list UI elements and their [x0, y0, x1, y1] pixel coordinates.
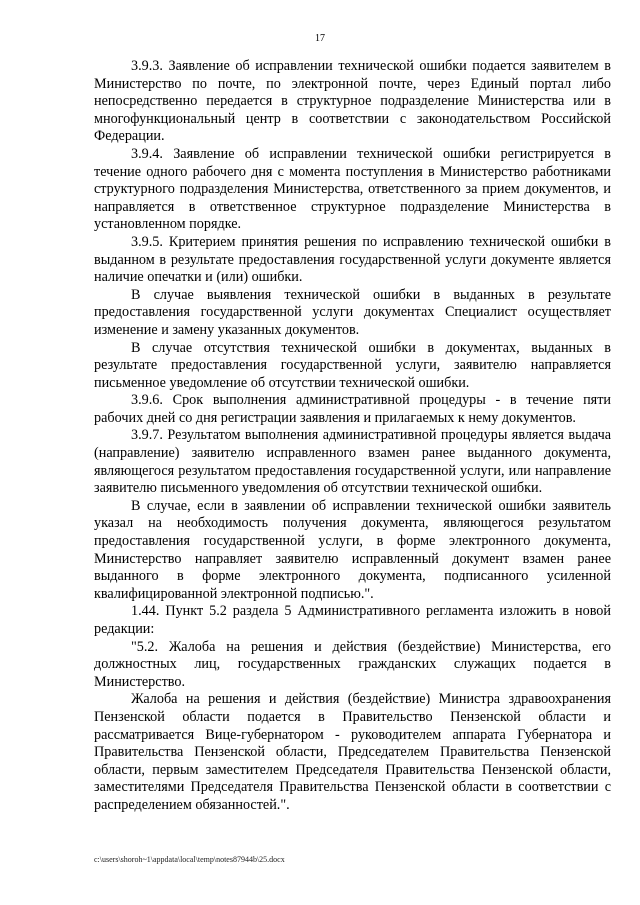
paragraph-1-44: 1.44. Пункт 5.2 раздела 5 Административного регламента изложить в новой редакции: — [94, 603, 611, 637]
page-number: 17 — [315, 33, 325, 44]
paragraph-no-error: В случае отсутствия технической ошибки в документах, выданных в результате предоставления государственной услуги, заявителю направляется письменное уведомление об отсутствии технической ошибки. — [94, 339, 611, 391]
paragraph-complaint-minister: Жалоба на решения и действия (бездействие) Министра здравоохранения Пензенской области подается в Правительство Пензенской области и рассматривается Вице-губернатором - руководителем аппарата Губернатора и Правительства Пензенской области, Председателем Правительства Пензенской области, первым заместителем Председателя Правительства Пензенской области, заместителями Председателя Правительства Пензенской области в соответствии с распределением обязанностей.". — [94, 691, 611, 813]
footer-file-path: c:\users\shoroh~1\appdata\local\temp\notes87944b\25.docx — [94, 855, 285, 864]
document-body — [94, 58, 611, 815]
paragraph-3-9-5: 3.9.5. Критерием принятия решения по исправлению технической ошибки в выданном в результате предоставления государственной услуги документе является наличие опечатки и (или) ошибки. — [94, 233, 611, 286]
paragraph-3-9-7: 3.9.7. Результатом выполнения административной процедуры является выдача (направление) заявителю исправленного взамен ранее выданного документа, являющегося результатом предоставления государственной услуги, или направление заявителю письменного уведомления об отсутствии технической ошибки. — [94, 427, 611, 497]
paragraph-electronic-document: В случае, если в заявлении об исправлении технической ошибки заявитель указал на необходимость получения документа, являющегося результатом предоставления государственной услуги, в форме электронного документа, Министерство направляет заявителю исправленный документ взамен ранее выданного в форме электронного документа, подписанного усиленной квалифицированной электронной подписью.". — [94, 497, 611, 602]
paragraph-5-2: "5.2. Жалоба на решения и действия (бездействие) Министерства, его должностных лиц, государственных гражданских служащих подается в Министерство. — [94, 638, 611, 690]
paragraph-3-9-3: 3.9.3. Заявление об исправлении технической ошибки подается заявителем в Министерство по почте, по электронной почте, через Единый портал либо непосредственно передается в структурное подразделение Министерства или в многофункциональный центр в соответствии с законодательством Российской Федерации. — [94, 58, 611, 145]
paragraph-3-9-6: 3.9.6. Срок выполнения административной процедуры - в течение пяти рабочих дней со дня регистрации заявления и прилагаемых к нему документов. — [94, 392, 611, 426]
paragraph-3-9-4: 3.9.4. Заявление об исправлении технической ошибки регистрируется в течение одного рабочего дня с момента поступления в Министерство работниками структурного подразделения Министерства, ответственного за прием документов, и направляется в ответственное структурное подразделение Министерства в установленном порядке. — [94, 145, 611, 233]
paragraph-error-found: В случае выявления технической ошибки в выданных в результате предоставления государственной услуги документах Специалист осуществляет изменение и замену указанных документов. — [94, 286, 611, 338]
